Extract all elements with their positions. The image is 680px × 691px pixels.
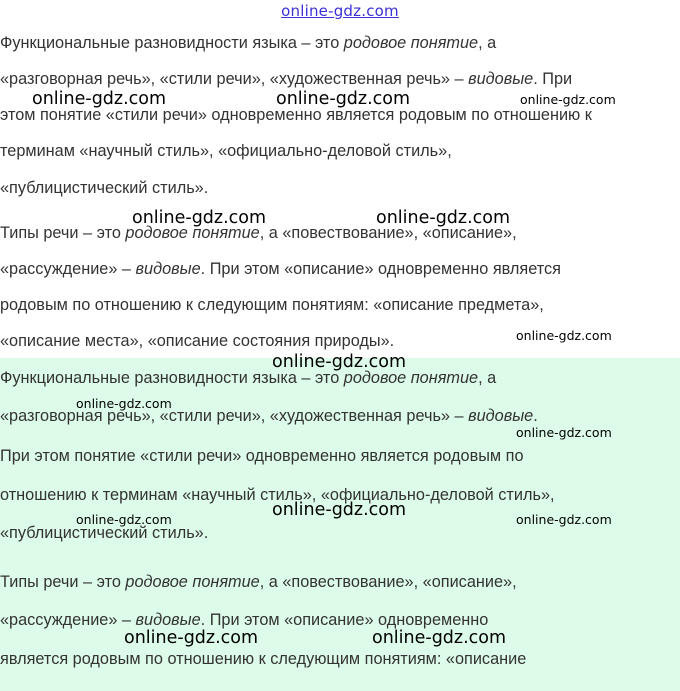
text-line: Функциональные разновидности языка – это родовое понятие, а (0, 369, 497, 387)
watermark-label: online-gdz.com (516, 328, 612, 343)
text-line: Типы речи – это родовое понятие, а «повествование», «описание», (0, 224, 517, 242)
text-line: При этом понятие «стили речи» одновременно является родовым по (0, 447, 524, 465)
watermark-label: online-gdz.com (520, 92, 616, 107)
text-line: «публицистический стиль». (0, 524, 209, 542)
watermark-label: online-gdz.com (132, 208, 267, 228)
header-watermark: online-gdz.com (281, 2, 399, 20)
text-line: «описание места», «описание состояния природы». (0, 332, 395, 350)
watermark-label: online-gdz.com (124, 628, 259, 648)
watermark-label: online-gdz.com (272, 500, 407, 520)
text-line: Функциональные разновидности языка – это родовое понятие, а (0, 34, 497, 52)
watermark-label: online-gdz.com (276, 89, 411, 109)
text-block-white (0, 28, 680, 358)
text-line: «рассуждение» – видовые. При этом «описание» одновременно (0, 611, 489, 629)
text-line: родовым по отношению к следующим понятиям: «описание предмета», (0, 296, 544, 314)
text-line: отношению к терминам «научный стиль», «официально-деловой стиль», (0, 486, 555, 504)
text-line: Типы речи – это родовое понятие, а «повествование», «описание», (0, 573, 517, 591)
text-line: является родовым по отношению к следующим понятиям: «описание (0, 650, 527, 668)
text-line: «разговорная речь», «стили речи», «художественная речь» – видовые. При (0, 70, 573, 88)
watermark-label: online-gdz.com (32, 89, 167, 109)
watermark-label: online-gdz.com (516, 512, 612, 527)
text-line: «разговорная речь», «стили речи», «художественная речь» – видовые. (0, 407, 538, 425)
watermark-label: online-gdz.com (376, 208, 511, 228)
watermark-label: online-gdz.com (76, 396, 172, 411)
watermark-label: online-gdz.com (76, 512, 172, 527)
watermark-label: online-gdz.com (272, 352, 407, 372)
watermark-label: online-gdz.com (372, 628, 507, 648)
watermark-label: online-gdz.com (516, 425, 612, 440)
text-line: этом понятие «стили речи» одновременно является родовым по отношению к (0, 106, 592, 124)
text-line: терминам «научный стиль», «официально-деловой стиль», (0, 142, 452, 160)
text-line: «рассуждение» – видовые. При этом «описание» одновременно является (0, 260, 561, 278)
text-line: «публицистический стиль». (0, 179, 209, 197)
